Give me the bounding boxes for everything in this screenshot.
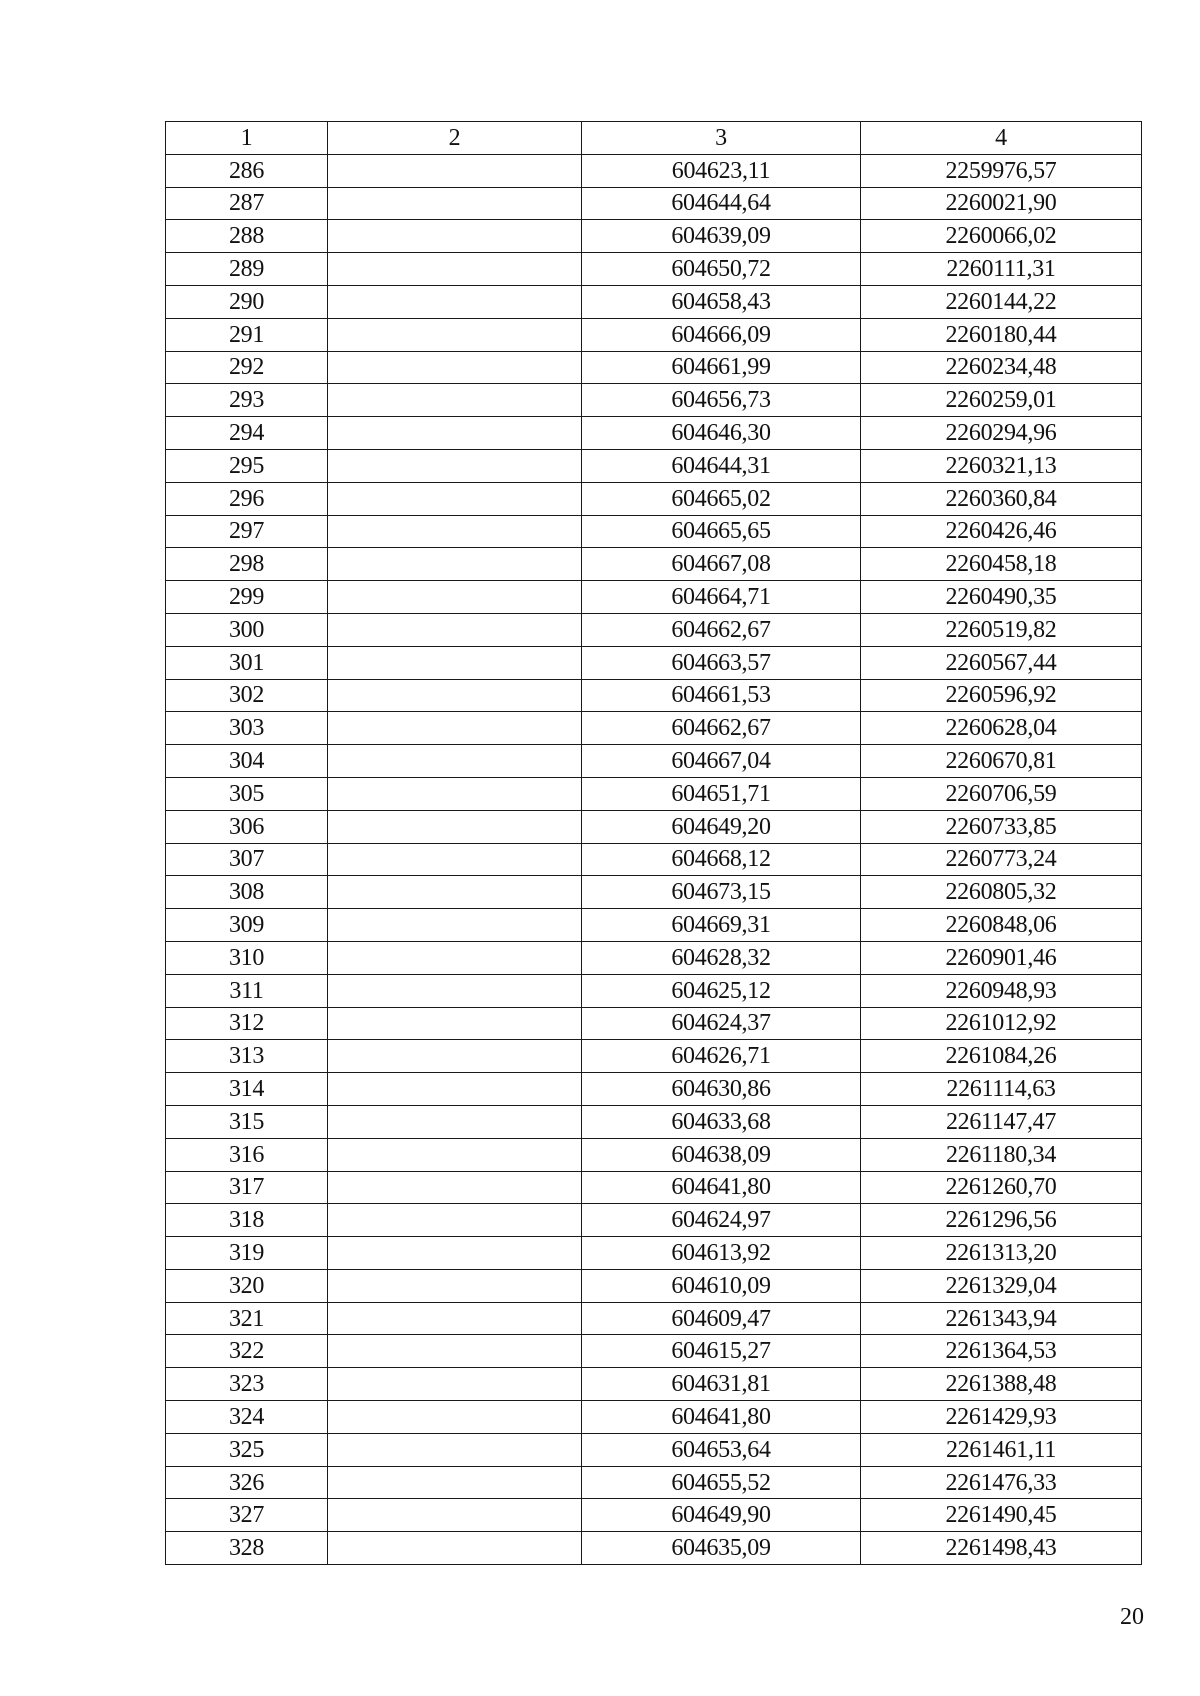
coordinates-table	[165, 121, 1142, 1565]
table-cell: 2260111,31	[861, 253, 1142, 286]
table-row	[166, 285, 1142, 318]
table-cell: 2261084,26	[861, 1040, 1142, 1073]
table-cell: 304	[166, 745, 328, 778]
table-cell: 313	[166, 1040, 328, 1073]
table-cell: 311	[166, 974, 328, 1007]
table-cell: 295	[166, 449, 328, 482]
table-cell	[328, 843, 582, 876]
table-cell: 297	[166, 515, 328, 548]
table-cell	[328, 974, 582, 1007]
table-row	[166, 745, 1142, 778]
table-cell: 604626,71	[582, 1040, 861, 1073]
table-cell: 2260360,84	[861, 482, 1142, 515]
table-cell	[328, 1499, 582, 1532]
table-row	[166, 1040, 1142, 1073]
table-cell: 604661,53	[582, 679, 861, 712]
table-cell: 2260567,44	[861, 646, 1142, 679]
column-header: 2	[328, 122, 582, 155]
table-cell	[328, 745, 582, 778]
table-cell: 2261180,34	[861, 1138, 1142, 1171]
table-cell	[328, 1171, 582, 1204]
table-cell: 604644,64	[582, 187, 861, 220]
table-cell: 323	[166, 1368, 328, 1401]
table-cell	[328, 1368, 582, 1401]
table-cell: 303	[166, 712, 328, 745]
table-cell: 604665,65	[582, 515, 861, 548]
table-cell: 299	[166, 581, 328, 614]
table-cell	[328, 1401, 582, 1434]
table-cell: 604662,67	[582, 712, 861, 745]
table-cell: 604669,31	[582, 909, 861, 942]
table-cell: 604646,30	[582, 417, 861, 450]
table-cell: 325	[166, 1433, 328, 1466]
table-cell: 312	[166, 1007, 328, 1040]
table-cell: 604658,43	[582, 285, 861, 318]
table-cell: 290	[166, 285, 328, 318]
table-row	[166, 1171, 1142, 1204]
table-cell: 2260596,92	[861, 679, 1142, 712]
table-cell: 604662,67	[582, 613, 861, 646]
table-row	[166, 974, 1142, 1007]
table-cell	[328, 1466, 582, 1499]
table-cell	[328, 1335, 582, 1368]
table-cell: 2259976,57	[861, 154, 1142, 187]
table-cell	[328, 646, 582, 679]
table-cell	[328, 548, 582, 581]
table-cell: 2261012,92	[861, 1007, 1142, 1040]
table-cell: 320	[166, 1269, 328, 1302]
table-cell: 604628,32	[582, 941, 861, 974]
table-cell	[328, 482, 582, 515]
table-row	[166, 1073, 1142, 1106]
table-row	[166, 941, 1142, 974]
table-row	[166, 1335, 1142, 1368]
table-cell: 2260901,46	[861, 941, 1142, 974]
column-header: 1	[166, 122, 328, 155]
page-number: 20	[1120, 1604, 1144, 1630]
table-cell: 604649,20	[582, 810, 861, 843]
table-cell: 2261296,56	[861, 1204, 1142, 1237]
table-cell: 604609,47	[582, 1302, 861, 1335]
table-cell: 291	[166, 318, 328, 351]
table-row	[166, 417, 1142, 450]
table-row	[166, 1237, 1142, 1270]
table-cell: 293	[166, 384, 328, 417]
table-cell: 2260458,18	[861, 548, 1142, 581]
table-cell	[328, 1105, 582, 1138]
table-cell: 604638,09	[582, 1138, 861, 1171]
table-cell: 2260519,82	[861, 613, 1142, 646]
table-cell	[328, 712, 582, 745]
table-cell: 604624,97	[582, 1204, 861, 1237]
table-cell: 604635,09	[582, 1532, 861, 1565]
table-cell: 298	[166, 548, 328, 581]
table-cell	[328, 1433, 582, 1466]
table-cell: 288	[166, 220, 328, 253]
table-cell	[328, 253, 582, 286]
table-cell: 301	[166, 646, 328, 679]
table-row	[166, 646, 1142, 679]
table-cell: 604630,86	[582, 1073, 861, 1106]
table-row	[166, 1466, 1142, 1499]
table-cell: 306	[166, 810, 328, 843]
table-row	[166, 1401, 1142, 1434]
table-cell: 604633,68	[582, 1105, 861, 1138]
table-cell: 2261364,53	[861, 1335, 1142, 1368]
table-row	[166, 843, 1142, 876]
table-cell: 604641,80	[582, 1171, 861, 1204]
table-row	[166, 482, 1142, 515]
table-cell: 2260234,48	[861, 351, 1142, 384]
table-cell: 300	[166, 613, 328, 646]
table-row	[166, 581, 1142, 614]
table-row	[166, 777, 1142, 810]
table-cell	[328, 581, 582, 614]
table-cell: 294	[166, 417, 328, 450]
table-cell: 2261490,45	[861, 1499, 1142, 1532]
table-cell	[328, 1204, 582, 1237]
table-cell: 327	[166, 1499, 328, 1532]
table-cell: 328	[166, 1532, 328, 1565]
table-cell: 2261388,48	[861, 1368, 1142, 1401]
table-cell: 2261498,43	[861, 1532, 1142, 1565]
table-cell	[328, 220, 582, 253]
table-cell: 2260773,24	[861, 843, 1142, 876]
table-row	[166, 1204, 1142, 1237]
table-row	[166, 351, 1142, 384]
table-cell: 2260706,59	[861, 777, 1142, 810]
table-cell: 289	[166, 253, 328, 286]
table-cell	[328, 351, 582, 384]
table-cell	[328, 777, 582, 810]
table-row	[166, 187, 1142, 220]
table-row	[166, 876, 1142, 909]
table-cell: 604644,31	[582, 449, 861, 482]
table-cell: 2260294,96	[861, 417, 1142, 450]
table-row	[166, 1105, 1142, 1138]
table-cell: 604668,12	[582, 843, 861, 876]
table-cell	[328, 285, 582, 318]
table-row	[166, 1007, 1142, 1040]
table-cell: 316	[166, 1138, 328, 1171]
table-cell: 324	[166, 1401, 328, 1434]
table-cell: 296	[166, 482, 328, 515]
table-cell	[328, 1073, 582, 1106]
table-cell: 604663,57	[582, 646, 861, 679]
table-cell: 302	[166, 679, 328, 712]
table-cell	[328, 810, 582, 843]
table-cell: 604655,52	[582, 1466, 861, 1499]
table-cell: 317	[166, 1171, 328, 1204]
table-cell: 308	[166, 876, 328, 909]
table-cell: 2260848,06	[861, 909, 1142, 942]
table-row	[166, 712, 1142, 745]
table-cell	[328, 679, 582, 712]
table-cell	[328, 1532, 582, 1565]
table-row	[166, 384, 1142, 417]
table-cell: 2261476,33	[861, 1466, 1142, 1499]
table-row	[166, 1269, 1142, 1302]
table-cell	[328, 384, 582, 417]
table-cell	[328, 876, 582, 909]
table-cell	[328, 1040, 582, 1073]
table-row	[166, 220, 1142, 253]
table-cell: 287	[166, 187, 328, 220]
table-cell: 286	[166, 154, 328, 187]
table-cell: 604615,27	[582, 1335, 861, 1368]
table-header-row	[166, 122, 1142, 155]
table-cell: 604661,99	[582, 351, 861, 384]
table-cell	[328, 318, 582, 351]
table-cell	[328, 515, 582, 548]
table-row	[166, 909, 1142, 942]
table-cell: 604613,92	[582, 1237, 861, 1270]
table-cell: 2261343,94	[861, 1302, 1142, 1335]
table-cell: 2260733,85	[861, 810, 1142, 843]
table-row	[166, 449, 1142, 482]
table-cell: 604656,73	[582, 384, 861, 417]
table-cell: 604631,81	[582, 1368, 861, 1401]
table-row	[166, 1368, 1142, 1401]
table-cell: 2260321,13	[861, 449, 1142, 482]
table-row	[166, 810, 1142, 843]
table-cell: 604650,72	[582, 253, 861, 286]
table-cell: 305	[166, 777, 328, 810]
table-row	[166, 515, 1142, 548]
table-cell: 604666,09	[582, 318, 861, 351]
table-cell: 604667,08	[582, 548, 861, 581]
table-row	[166, 1499, 1142, 1532]
table-cell: 318	[166, 1204, 328, 1237]
table-cell: 2261147,47	[861, 1105, 1142, 1138]
table-cell: 2260948,93	[861, 974, 1142, 1007]
table-cell: 604653,64	[582, 1433, 861, 1466]
table-cell: 2260670,81	[861, 745, 1142, 778]
table-row	[166, 1532, 1142, 1565]
table-cell	[328, 909, 582, 942]
table-cell	[328, 1237, 582, 1270]
table-cell: 604639,09	[582, 220, 861, 253]
table-cell	[328, 449, 582, 482]
table-cell: 604624,37	[582, 1007, 861, 1040]
table-cell: 604623,11	[582, 154, 861, 187]
table-cell	[328, 154, 582, 187]
table-cell: 307	[166, 843, 328, 876]
table-cell	[328, 417, 582, 450]
table-cell: 604625,12	[582, 974, 861, 1007]
table-cell: 604667,04	[582, 745, 861, 778]
table-row	[166, 679, 1142, 712]
table-cell: 2260066,02	[861, 220, 1142, 253]
table-cell: 326	[166, 1466, 328, 1499]
table-row	[166, 613, 1142, 646]
table-cell: 604651,71	[582, 777, 861, 810]
table-cell: 2261329,04	[861, 1269, 1142, 1302]
table-cell: 2261429,93	[861, 1401, 1142, 1434]
table-cell: 321	[166, 1302, 328, 1335]
table-cell	[328, 1138, 582, 1171]
table-cell: 310	[166, 941, 328, 974]
table-cell	[328, 613, 582, 646]
table-row	[166, 1433, 1142, 1466]
table-cell: 604649,90	[582, 1499, 861, 1532]
table-cell: 2260259,01	[861, 384, 1142, 417]
table-cell: 2260180,44	[861, 318, 1142, 351]
table-cell: 314	[166, 1073, 328, 1106]
table-cell: 2260490,35	[861, 581, 1142, 614]
table-cell: 604665,02	[582, 482, 861, 515]
table-cell: 2260021,90	[861, 187, 1142, 220]
table-row	[166, 318, 1142, 351]
table-cell: 2260805,32	[861, 876, 1142, 909]
table-cell	[328, 1007, 582, 1040]
table-row	[166, 253, 1142, 286]
table-cell	[328, 941, 582, 974]
table-body	[166, 122, 1142, 1565]
table-cell	[328, 1269, 582, 1302]
table-cell: 604641,80	[582, 1401, 861, 1434]
table-cell: 309	[166, 909, 328, 942]
table-cell: 322	[166, 1335, 328, 1368]
table-cell: 2260426,46	[861, 515, 1142, 548]
column-header: 4	[861, 122, 1142, 155]
table-row	[166, 1302, 1142, 1335]
table-row	[166, 1138, 1142, 1171]
table-cell: 604673,15	[582, 876, 861, 909]
table-cell: 2261114,63	[861, 1073, 1142, 1106]
table-cell: 604610,09	[582, 1269, 861, 1302]
column-header: 3	[582, 122, 861, 155]
table-row	[166, 154, 1142, 187]
table-cell: 2260628,04	[861, 712, 1142, 745]
table-cell: 292	[166, 351, 328, 384]
table-cell: 315	[166, 1105, 328, 1138]
table-cell	[328, 1302, 582, 1335]
table-cell: 2261313,20	[861, 1237, 1142, 1270]
table-cell	[328, 187, 582, 220]
table-cell: 2260144,22	[861, 285, 1142, 318]
table-cell: 604664,71	[582, 581, 861, 614]
table-row	[166, 548, 1142, 581]
table-cell: 2261461,11	[861, 1433, 1142, 1466]
table-cell: 319	[166, 1237, 328, 1270]
table-cell: 2261260,70	[861, 1171, 1142, 1204]
